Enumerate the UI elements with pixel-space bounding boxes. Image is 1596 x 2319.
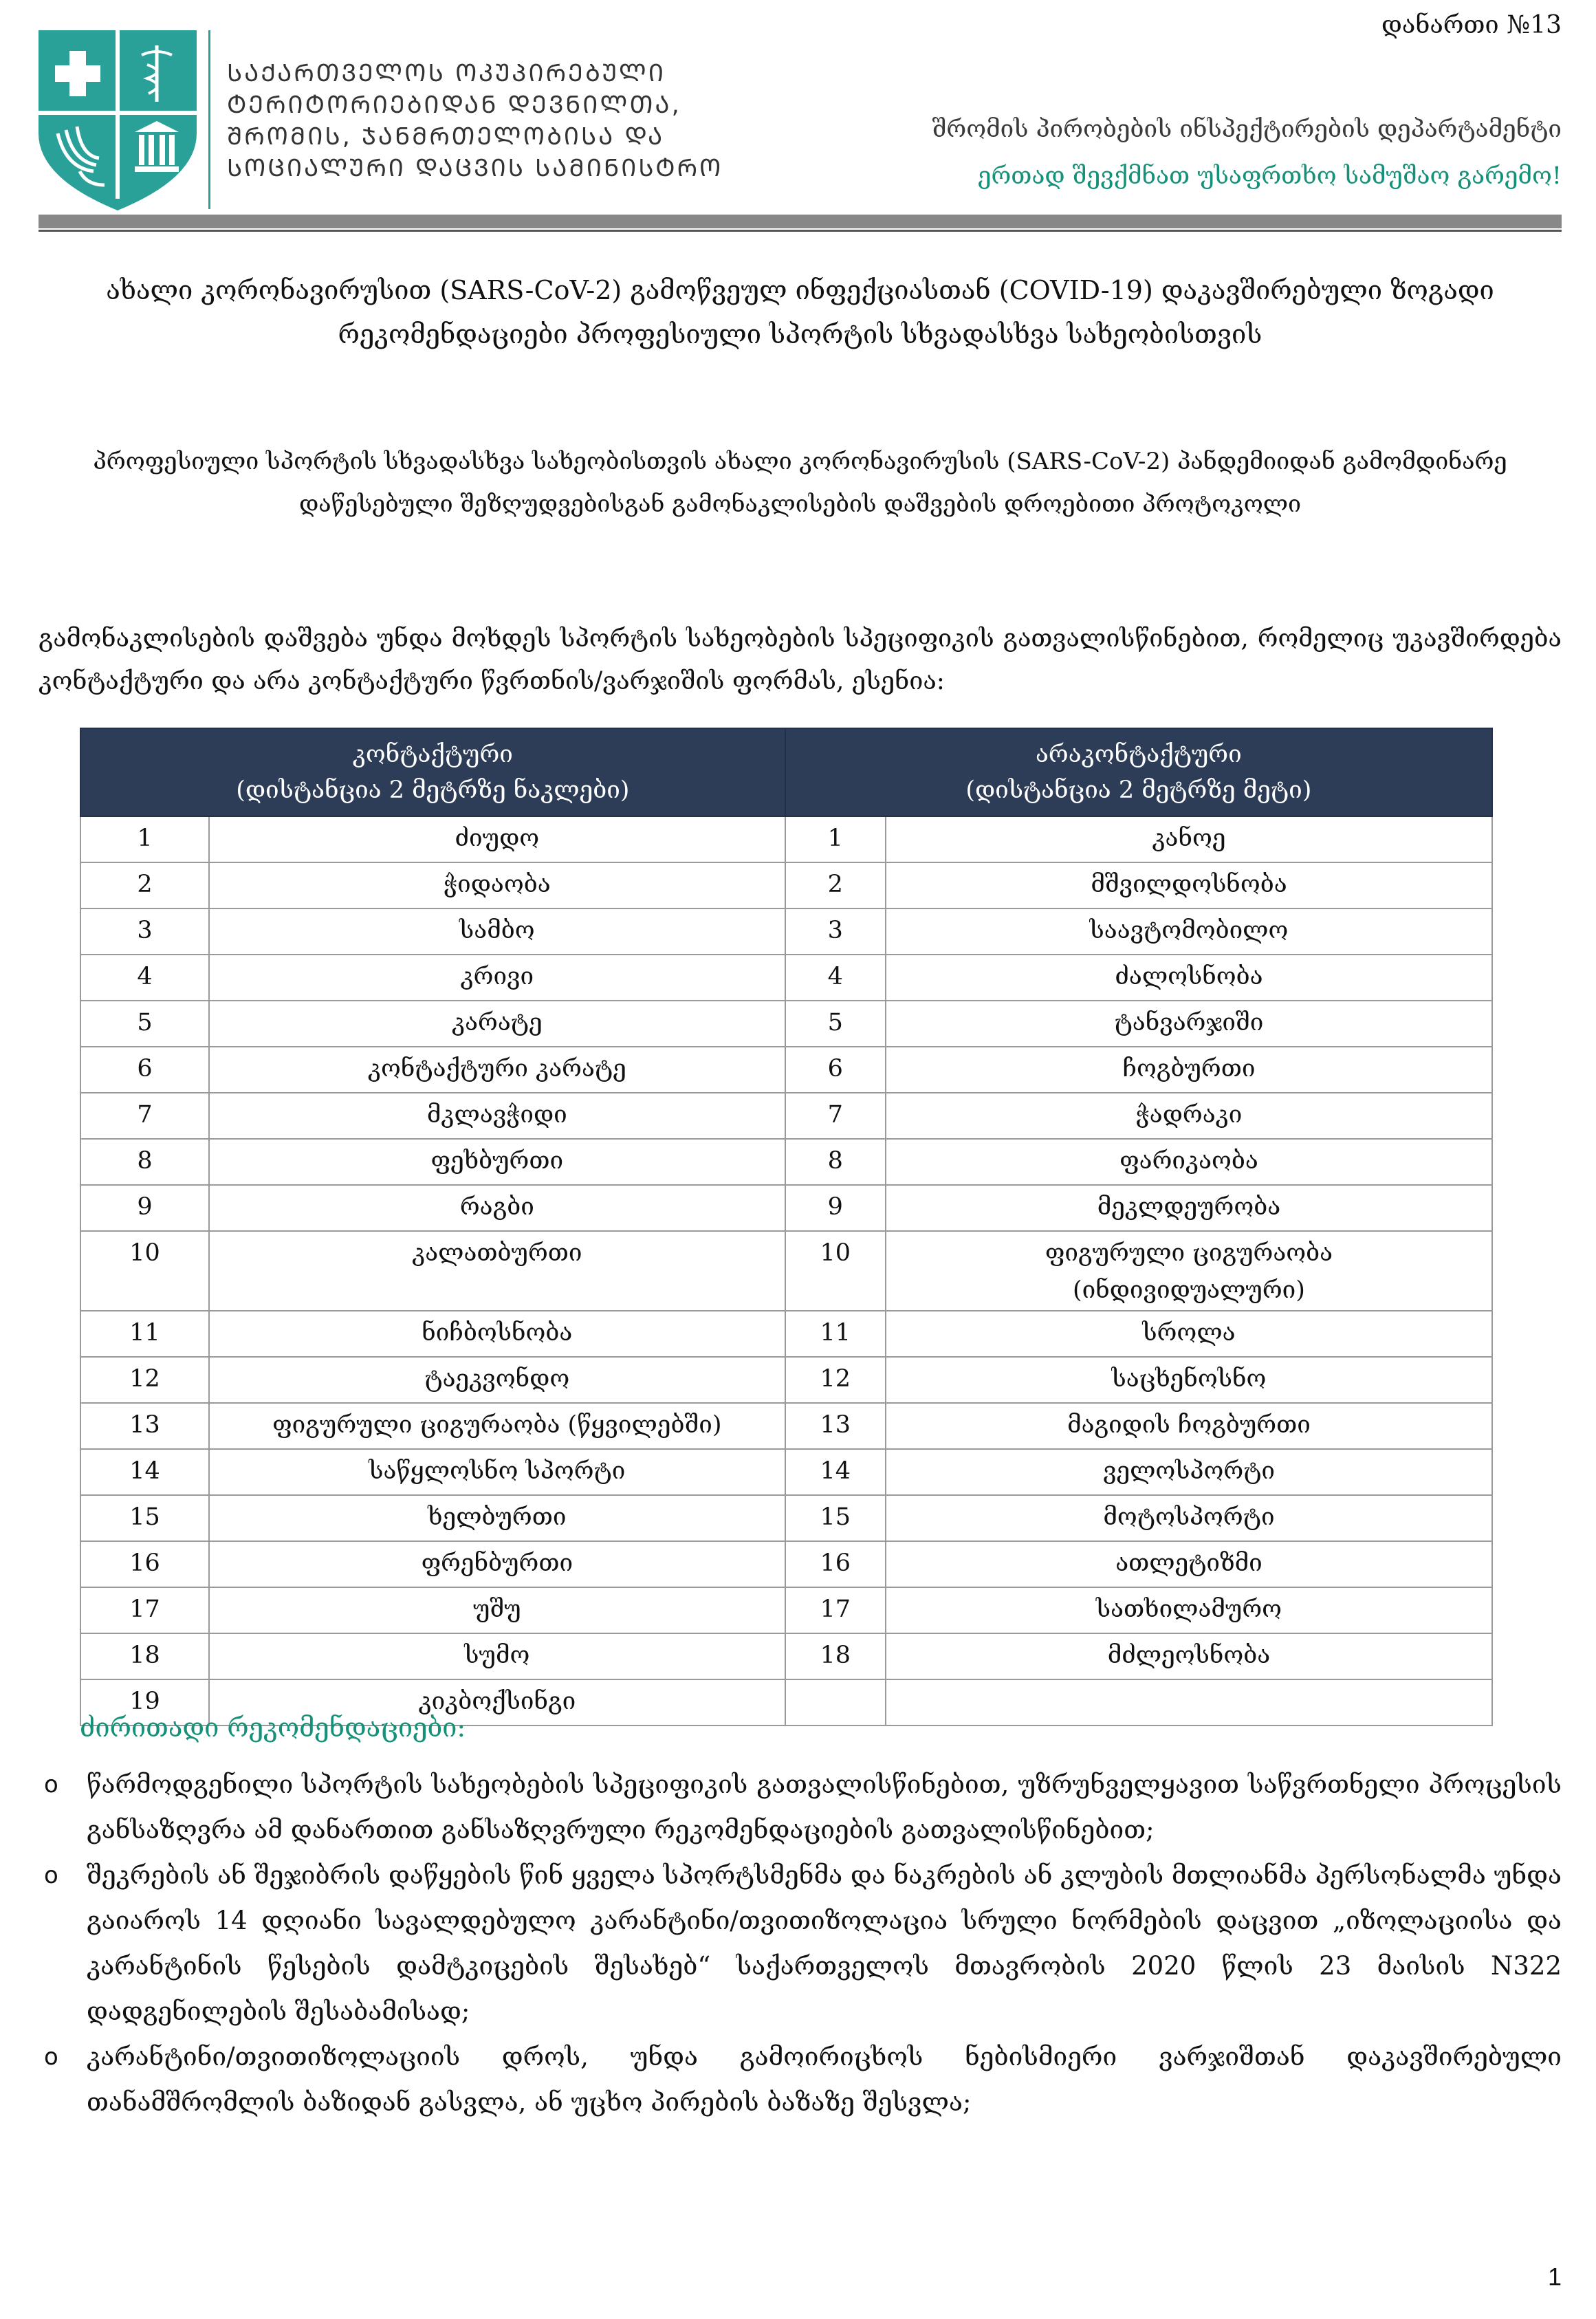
list-item-text: შეკრების ან შეჯიბრის დაწყების წინ ყველა სპორტსმენმა და ნაკრების ან კლუბის მთლიანმა პერსონალმა უნდა გაიაროს 14 დღიანი სავალდებულო კარანტინი/თვითიზოლაცია სრული ნორმების დაცვით „იზოლაციისა და კარანტინის წესების დამტკიცების შესახებ“ საქართველოს მთავრობის 2020 წლის 23 მაისის N322 დადგენილების შესაბამისად;: [87, 1860, 1562, 2026]
ministry-line: ᲨᲠᲝᲛᲘᲡ, ᲯᲐᲜᲛᲠᲗᲔᲚᲝᲑᲘᲡᲐ ᲓᲐ: [227, 123, 665, 151]
contact-sport-cell-text: ფრენბურთი: [421, 1549, 573, 1577]
contact-sport-cell: [209, 1139, 785, 1185]
contact-sport-cell: [209, 1231, 785, 1311]
table-row: [80, 862, 1492, 908]
header-rule: [39, 215, 1562, 228]
contact-sport-cell: [209, 908, 785, 955]
noncontact-header-subtitle: (დისტანცია 2 მეტრზე მეტი): [965, 776, 1312, 804]
contact-sport-cell: [209, 1403, 785, 1449]
noncontact-sport-cell-text: სათხილამურო: [1095, 1596, 1282, 1623]
contact-number-cell: [80, 908, 209, 955]
contact-number-cell-text: 11: [129, 1319, 160, 1347]
table-row: [80, 1403, 1492, 1449]
noncontact-number-cell-text: 7: [827, 1101, 843, 1129]
noncontact-number-cell: [785, 1541, 886, 1587]
noncontact-number-cell: [785, 1093, 886, 1139]
department-name: შრომის პირობების ინსპექტირების დეპარტამენტი: [932, 116, 1562, 143]
table-row: [80, 1587, 1492, 1633]
contact-number-cell: [80, 1495, 209, 1541]
annex-label: დანართი №13: [1381, 11, 1562, 39]
ministry-line: ᲡᲝᲪᲘᲐᲚᲣᲠᲘ ᲓᲐᲪᲕᲘᲡ ᲡᲐᲛᲘᲜᲘᲡᲢᲠᲝ: [227, 155, 723, 182]
recommendations-list: [39, 1762, 1562, 2125]
noncontact-number-cell-text: 9: [827, 1193, 843, 1221]
noncontact-sport-cell: [886, 1541, 1492, 1587]
noncontact-sport-cell: [886, 862, 1492, 908]
contact-sport-cell: [209, 1311, 785, 1357]
list-item-text: წარმოდგენილი სპორტის სახეობების სპეციფიკის გათვალისწინებით, უზრუნველყავით საწვრთნელი პროცესის განსაზღვრა ამ დანართით განსაზღვრული რეკომენდაციების გათვალისწინებით;: [87, 1770, 1562, 1844]
contact-number-cell-text: 5: [137, 1009, 153, 1036]
noncontact-header: [785, 728, 1492, 816]
noncontact-sport-cell: [886, 1311, 1492, 1357]
contact-number-cell: [80, 1587, 209, 1633]
contact-number-cell-text: 19: [129, 1688, 160, 1715]
noncontact-number-cell: [785, 1001, 886, 1047]
contact-sport-cell: [209, 1633, 785, 1679]
noncontact-number-cell: [785, 1139, 886, 1185]
noncontact-sport-cell: [886, 1357, 1492, 1403]
table-row: [80, 1449, 1492, 1495]
contact-number-cell: [80, 955, 209, 1001]
sports-table: [80, 728, 1493, 1726]
noncontact-header-title: არაკონტაქტური: [1035, 741, 1242, 768]
contact-sport-cell: [209, 1541, 785, 1587]
contact-number-cell: [80, 1403, 209, 1449]
noncontact-number-cell: [785, 816, 886, 862]
noncontact-number-cell-text: 3: [827, 917, 843, 944]
contact-sport-cell: [209, 862, 785, 908]
list-item: [39, 1853, 1562, 2034]
contact-sport-cell: [209, 955, 785, 1001]
noncontact-number-cell: [785, 1047, 886, 1093]
noncontact-number-cell-text: 13: [820, 1411, 851, 1439]
noncontact-sport-cell-text: მაგიდის ჩოგბურთი: [1067, 1411, 1311, 1439]
noncontact-sport-cell-text: მძლეოსნობა: [1107, 1642, 1271, 1669]
list-item: [39, 1762, 1562, 1853]
contact-number-cell-text: 4: [137, 963, 153, 990]
bullet-icon: o: [44, 1771, 58, 1798]
contact-sport-cell-text: ფიგურული ციგურაობა (წყვილებში): [272, 1411, 722, 1439]
noncontact-sport-cell-text: ჭადრაკი: [1135, 1101, 1243, 1129]
bullet-icon: o: [44, 1862, 58, 1889]
contact-sport-cell: [209, 1185, 785, 1231]
contact-sport-cell: [209, 1495, 785, 1541]
table-row: [80, 1139, 1492, 1185]
contact-number-cell: [80, 1001, 209, 1047]
contact-number-cell: [80, 1185, 209, 1231]
ministry-line: ᲢᲔᲠᲘᲢᲝᲠᲘᲔᲑᲘᲓᲐᲜ ᲓᲔᲕᲜᲘᲚᲗᲐ,: [227, 91, 681, 119]
noncontact-sport-cell-text: ტანვარჯიში: [1114, 1009, 1264, 1036]
table-row: [80, 1047, 1492, 1093]
contact-sport-cell: [209, 816, 785, 862]
noncontact-number-cell: [785, 1449, 886, 1495]
contact-header-title: კონტაქტური: [352, 741, 513, 768]
contact-sport-cell-text: მკლავჭიდი: [426, 1101, 567, 1129]
intro-paragraph: გამონაკლისების დაშვება უნდა მოხდეს სპორტის სახეობების სპეციფიკის გათვალისწინებით, რომელიც უკავშირდება კონტაქტური და არა კონტაქტური წვრთნის/ვარჯიშის ფორმას, ესენია:: [39, 624, 1562, 695]
noncontact-sport-cell-text: ფიგურული ციგურაობა: [1045, 1239, 1333, 1267]
contact-number-cell-text: 6: [137, 1055, 153, 1082]
contact-number-cell-text: 17: [129, 1596, 160, 1623]
contact-sport-cell-text: ნიჩბოსნობა: [422, 1319, 573, 1347]
noncontact-number-cell: [785, 908, 886, 955]
contact-number-cell-text: 1: [137, 825, 153, 852]
table-row: [80, 1633, 1492, 1679]
contact-number-cell-text: 15: [129, 1503, 160, 1531]
noncontact-number-cell: [785, 1403, 886, 1449]
contact-number-cell: [80, 1449, 209, 1495]
contact-number-cell: [80, 816, 209, 862]
table-row: [80, 816, 1492, 862]
noncontact-sport-cell-text: საავტომობილო: [1089, 917, 1289, 944]
contact-sport-cell-text: უშუ: [473, 1596, 521, 1623]
contact-header-subtitle: (დისტანცია 2 მეტრზე ნაკლები): [236, 776, 630, 804]
noncontact-sport-cell: [886, 1139, 1492, 1185]
contact-sport-cell-text: კიკბოქსინგი: [418, 1688, 576, 1715]
noncontact-sport-cell: [886, 1231, 1492, 1311]
noncontact-number-cell: [785, 1185, 886, 1231]
noncontact-number-cell: [785, 955, 886, 1001]
noncontact-number-cell-text: 11: [820, 1319, 851, 1347]
contact-sport-cell-text: კონტაქტური კარატე: [367, 1055, 626, 1082]
contact-sport-cell: [209, 1047, 785, 1093]
noncontact-number-cell-text: 14: [820, 1457, 851, 1485]
contact-number-cell-text: 12: [129, 1365, 160, 1393]
noncontact-sport-cell-text: ჩოგბურთი: [1122, 1055, 1256, 1082]
contact-sport-cell-text: კრივი: [460, 963, 534, 990]
noncontact-sport-cell-text: ათლეტიზმი: [1115, 1549, 1262, 1577]
table-row: [80, 1001, 1492, 1047]
contact-number-cell-text: 2: [137, 871, 153, 898]
contact-number-cell: [80, 1139, 209, 1185]
noncontact-sport-cell: [886, 1679, 1492, 1725]
table-body: [80, 816, 1492, 1725]
contact-number-cell-text: 9: [137, 1193, 153, 1221]
contact-number-cell: [80, 1093, 209, 1139]
contact-number-cell-text: 8: [137, 1147, 153, 1175]
contact-number-cell-text: 18: [129, 1642, 160, 1669]
logo-divider: [208, 30, 210, 209]
noncontact-number-cell-text: 8: [827, 1147, 843, 1175]
ministry-line: ᲡᲐᲥᲐᲠᲗᲕᲔᲚᲝᲡ ᲝᲙᲣᲞᲘᲠᲔᲑᲣᲚᲘ: [227, 60, 666, 87]
contact-number-cell: [80, 1311, 209, 1357]
list-item-text: კარანტინი/თვითიზოლაციის დროს, უნდა გამოირიცხოს ნებისმიერი ვარჯიშთან დაკავშირებული თანამშრომლის ბაზიდან გასვლა, ან უცხო პირების ბაზაზე შესვლა;: [87, 2042, 1562, 2117]
contact-sport-cell: [209, 1093, 785, 1139]
noncontact-sport-cell-text: მეკლდეურობა: [1097, 1193, 1281, 1221]
noncontact-sport-cell: [886, 1495, 1492, 1541]
noncontact-sport-cell: [886, 1185, 1492, 1231]
noncontact-number-cell-text: 12: [820, 1365, 851, 1393]
noncontact-sport-cell-text: სროლა: [1142, 1319, 1236, 1347]
list-item: [39, 2034, 1562, 2125]
table-header-row: [80, 728, 1492, 816]
noncontact-sport-cell-text: მოტოსპორტი: [1103, 1503, 1275, 1531]
noncontact-number-cell: [785, 1357, 886, 1403]
recommendations-heading: ძირითადი რეკომენდაციები:: [80, 1712, 466, 1743]
table-row: [80, 1311, 1492, 1357]
table-row: [80, 1231, 1492, 1311]
noncontact-sport-cell: [886, 1001, 1492, 1047]
contact-sport-cell-text: რაგბი: [459, 1193, 534, 1221]
noncontact-sport-cell: [886, 955, 1492, 1001]
contact-number-cell-text: 7: [137, 1101, 153, 1129]
page-number: 1: [1547, 2263, 1562, 2291]
noncontact-sport-cell: [886, 908, 1492, 955]
ministry-name: [227, 58, 723, 184]
noncontact-sport-cell: [886, 1449, 1492, 1495]
noncontact-sport-cell-text: კანოე: [1152, 825, 1226, 852]
contact-sport-cell-text: ძიუდო: [455, 825, 540, 852]
table-row: [80, 1185, 1492, 1231]
contact-header: [80, 728, 785, 816]
table-row: [80, 1495, 1492, 1541]
noncontact-number-cell-text: 2: [827, 871, 843, 898]
noncontact-number-cell-text: 5: [827, 1009, 843, 1036]
noncontact-sport-cell: [886, 816, 1492, 862]
noncontact-number-cell: [785, 1633, 886, 1679]
contact-sport-cell-text: ჭიდაობა: [444, 871, 551, 898]
table-row: [80, 908, 1492, 955]
contact-sport-cell-text: ფეხბურთი: [430, 1147, 564, 1175]
contact-number-cell: [80, 1231, 209, 1311]
table-row: [80, 1541, 1492, 1587]
contact-number-cell-text: 13: [129, 1411, 160, 1439]
noncontact-sport-cell: [886, 1403, 1492, 1449]
noncontact-sport-cell-text: ველოსპორტი: [1102, 1457, 1275, 1485]
ministry-logo: [39, 30, 197, 210]
table-row: [80, 1357, 1492, 1403]
table-row: [80, 955, 1492, 1001]
noncontact-number-cell: [785, 1231, 886, 1311]
contact-sport-cell: [209, 1001, 785, 1047]
noncontact-number-cell: [785, 1679, 886, 1725]
noncontact-sport-cell: [886, 1047, 1492, 1093]
contact-sport-cell: [209, 1449, 785, 1495]
noncontact-number-cell: [785, 1587, 886, 1633]
noncontact-number-cell-text: 18: [820, 1642, 851, 1669]
contact-sport-cell-text: კარატე: [452, 1009, 543, 1036]
contact-number-cell-text: 10: [129, 1239, 160, 1267]
contact-sport-cell-text: სუმო: [464, 1642, 530, 1669]
noncontact-number-cell: [785, 862, 886, 908]
noncontact-number-cell-text: 6: [827, 1055, 843, 1082]
contact-number-cell-text: 16: [129, 1549, 160, 1577]
table-row: [80, 1093, 1492, 1139]
contact-number-cell: [80, 862, 209, 908]
noncontact-sport-cell: [886, 1587, 1492, 1633]
slogan: ერთად შევქმნათ უსაფრთხო სამუშაო გარემო!: [977, 162, 1562, 190]
header-rule-thin: [39, 230, 1562, 232]
contact-sport-cell-text: კალათბურთი: [412, 1239, 582, 1267]
contact-sport-cell-text: საწყლოსნო სპორტი: [369, 1457, 626, 1485]
noncontact-number-cell: [785, 1495, 886, 1541]
contact-sport-cell: [209, 1587, 785, 1633]
contact-number-cell-text: 3: [137, 917, 153, 944]
noncontact-number-cell-text: 17: [820, 1596, 851, 1623]
document-subtitle: პროფესიული სპორტის სხვადასხვა სახეობისთვის ახალი კორონავირუსის (SARS-CoV-2) პანდემიიდან გამომდინარე დაწესებული შეზღუდვებისგან გამონაკლისების დაშვების დროებითი პროტოკოლი: [93, 448, 1507, 518]
contact-number-cell: [80, 1633, 209, 1679]
noncontact-sport-cell: [886, 1093, 1492, 1139]
contact-sport-cell: [209, 1357, 785, 1403]
contact-number-cell-text: 14: [129, 1457, 160, 1485]
contact-sport-cell-text: სამბო: [459, 917, 535, 944]
contact-sport-cell-text: ხელბურთი: [428, 1503, 567, 1531]
noncontact-number-cell-text: 1: [827, 825, 843, 852]
noncontact-sport-cell-text: ფარიკაობა: [1119, 1147, 1258, 1175]
noncontact-sport-cell-text: ძალოსნობა: [1115, 963, 1263, 990]
contact-number-cell: [80, 1047, 209, 1093]
noncontact-sport-cell-text-line2: (ინდივიდუალური): [1073, 1276, 1305, 1304]
contact-number-cell: [80, 1357, 209, 1403]
noncontact-sport-cell-text: საცხენოსნო: [1111, 1365, 1267, 1393]
noncontact-sport-cell-text: მშვილდოსნობა: [1091, 871, 1287, 898]
noncontact-number-cell-text: 16: [820, 1549, 851, 1577]
contact-number-cell: [80, 1541, 209, 1587]
noncontact-number-cell-text: 10: [820, 1239, 851, 1267]
contact-sport-cell-text: ტაეკვონდო: [424, 1365, 570, 1393]
bullet-icon: o: [44, 2043, 58, 2071]
noncontact-number-cell-text: 15: [820, 1503, 851, 1531]
noncontact-number-cell-text: 4: [827, 963, 843, 990]
document-title: ახალი კორონავირუსით (SARS-CoV-2) გამოწვეულ ინფექციასთან (COVID-19) დაკავშირებული ზოგადი რეკომენდაციები პროფესიული სპორტის სხვადასხვა სახეობისთვის: [106, 275, 1494, 349]
noncontact-number-cell: [785, 1311, 886, 1357]
noncontact-sport-cell: [886, 1633, 1492, 1679]
